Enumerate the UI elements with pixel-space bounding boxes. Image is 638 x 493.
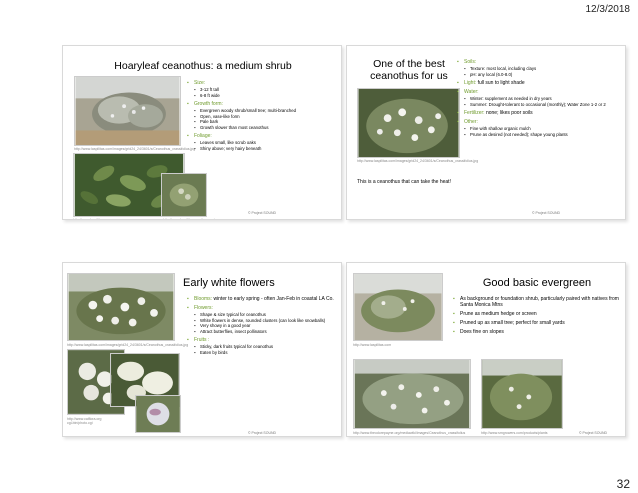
slide-good-basic-evergreen[interactable] (346, 262, 626, 437)
bullet-item: ▪ Pruned up as small tree; perfect for small yards (453, 320, 621, 326)
bullet-foliage: ▪ Foliage: ▪ Leaves small, like scrub oaks ▪ Shiny above; very hairy beneath (187, 133, 337, 151)
butterfly-flower-photo (135, 395, 181, 433)
photo-caption: http://www.laspilitas.com/images/grid24_24/3601/s/Ceanothus_crassifolius.jpg (357, 159, 479, 163)
sub-bullet: ▪ Shiny above; very hairy beneath (194, 146, 337, 151)
bullet-item: ▪ Does fine on slopes (453, 329, 621, 335)
bullet-list (187, 80, 337, 154)
sub-bullet: ▪ Open, vase-like form (194, 114, 337, 119)
sub-bullet: ▪ Pale bark (194, 119, 337, 124)
heat-note: This is a ceanothus that can take the heat! (357, 179, 451, 185)
sub-bullet: ▪ 3-12 ft tall (194, 87, 337, 92)
sub-bullet: ▪ Attract butterflies, insect pollinators (194, 329, 337, 334)
photo-caption: http://www.calflora.org (67, 417, 102, 421)
sub-bullet: ▪ Eaten by birds (194, 350, 337, 355)
flower-clusters-photo (67, 273, 175, 341)
bullet-soils: ▪ Soils: ▪ Texture: most local, including clays ▪ pH: any local (6.0-8.0) (457, 59, 622, 77)
sub-bullet: ▪ Evergreen woody shrub/small tree; multi-branched (194, 108, 337, 113)
sub-bullet: ▪ 6-8 ft wide (194, 93, 337, 98)
slide-credit: © Project SOUND (248, 431, 277, 435)
bullet-list (457, 59, 622, 140)
photo-caption: http://www.theodorepayne.org/mediawiki/images/Ceanothus_crassifolius (353, 431, 466, 435)
slide-early-white-flowers[interactable] (62, 262, 342, 437)
slide-credit: © Project SOUND (248, 211, 277, 215)
page-date: 12/3/2018 (585, 4, 630, 15)
photo-caption: http://www.laspilitas.com/images/grid24_24/3601/s/Ceanothus_crassifolius.jpg (74, 147, 196, 151)
sub-bullet: ▪ pH: any local (6.0-8.0) (464, 72, 622, 77)
sub-bullet: ▪ White flowers in dense, rounded clusters (can look like snowballs) (194, 318, 337, 323)
photo-caption: http://www.laspilitas.com (353, 343, 392, 347)
photo-caption: cgi-bin/photo.cgi (67, 421, 93, 425)
bullet-other: ▪ Other: ▪ Fine with shallow organic mulch ▪ Prune as desired (not needed); shape young plants (457, 119, 622, 137)
photo-caption: http://www.laspilitas.com/images/grid24_24/3601/s/Ceanothus_crassifolius.jpg (67, 343, 189, 347)
bullet-water: ▪ Water: ▪ Winter: supplement as needed in dry years ▪ Summer: Drought-tolerant to occasional (monthly); Water Zone 1-2 or 2 (457, 89, 622, 107)
sub-bullet: ▪ Sticky, dark fruits typical for ceanothus (194, 344, 337, 349)
slide-credit: © Project SOUND (579, 431, 608, 435)
sub-bullet: ▪ Leaves small, like scrub oaks (194, 140, 337, 145)
slide-credit: © Project SOUND (532, 211, 561, 215)
page-number: 32 (616, 477, 630, 491)
bullet-list (187, 296, 337, 358)
flowering-shrub-photo (357, 88, 460, 158)
slide-hoaryleaf-ceanothus[interactable] (62, 45, 342, 220)
shrub-photo (74, 76, 181, 146)
bullet-blooms: ▪ Blooms: winter to early spring - often Jan-Feb in coastal LA Co. (187, 296, 337, 302)
bullet-fruits: ▪ Fruits : ▪ Sticky, dark fruits typical for ceanothus ▪ Eaten by birds (187, 337, 337, 355)
sub-bullet: ▪ Summer: Drought-tolerant to occasional (monthly); Water Zone 1-2 or 2 (464, 102, 622, 107)
flowering-hedge-photo (353, 359, 471, 429)
photo-caption: http://www.laspilitas.com/images/ (163, 218, 215, 220)
slide-title: One of the best ceanothus for us (370, 58, 448, 82)
slide-title: Good basic evergreen (482, 277, 592, 289)
slope-shrub-photo (481, 359, 563, 429)
sub-bullet: ▪ Shape & size typical for ceanothus (194, 312, 337, 317)
slide-title: Hoaryleaf ceanothus: a medium shrub (114, 60, 292, 72)
sub-bullet: ▪ Prune as desired (not needed); shape young plants (464, 132, 622, 137)
bullet-flowers: ▪ Flowers: ▪ Shape & size typical for ceanothus ▪ White flowers in dense, rounded clusters (can look like snowballs) ▪ Very showy in a good year ▪ Attract butterflies, insect pollinators (187, 305, 337, 334)
sub-bullet: ▪ Winter: supplement as needed in dry years (464, 96, 622, 101)
bullet-size: ▪ Size: ▪ 3-12 ft tall ▪ 6-8 ft wide (187, 80, 337, 98)
bullet-item: ▪ Prune as medium hedge or screen (453, 311, 621, 317)
slide-title: Early white flowers (183, 277, 275, 289)
sub-bullet: ▪ Fine with shallow organic mulch (464, 126, 622, 131)
photo-caption: http://www.smgrowers.com/products/plants (481, 431, 548, 435)
bullet-list (453, 296, 621, 338)
garden-shrub-photo (353, 273, 443, 341)
sub-bullet: ▪ Very showy in a good year (194, 323, 337, 328)
bullet-growth-form: ▪ Growth form: ▪ Evergreen woody shrub/small tree; multi-branched ▪ Open, vase-like form ▪ Pale bark ▪ Growth slower than most ceanothus (187, 101, 337, 130)
sub-bullet: ▪ Growth slower than most ceanothus (194, 125, 337, 130)
branch-photo (161, 173, 207, 217)
sub-bullet: ▪ Texture: most local, including clays (464, 66, 622, 71)
slide-best-ceanothus[interactable] (346, 45, 626, 220)
bullet-fertilizer: ▪ Fertilizer: none; likes poor soils (457, 110, 622, 116)
bullet-item: ▪ As background or foundation shrub, particularly paired with natives from Santa Monica Mtns (453, 296, 621, 308)
bullet-light: ▪ Light: full sun to light shade (457, 80, 622, 86)
photo-caption: http://www.laspilitas.com (73, 218, 112, 220)
